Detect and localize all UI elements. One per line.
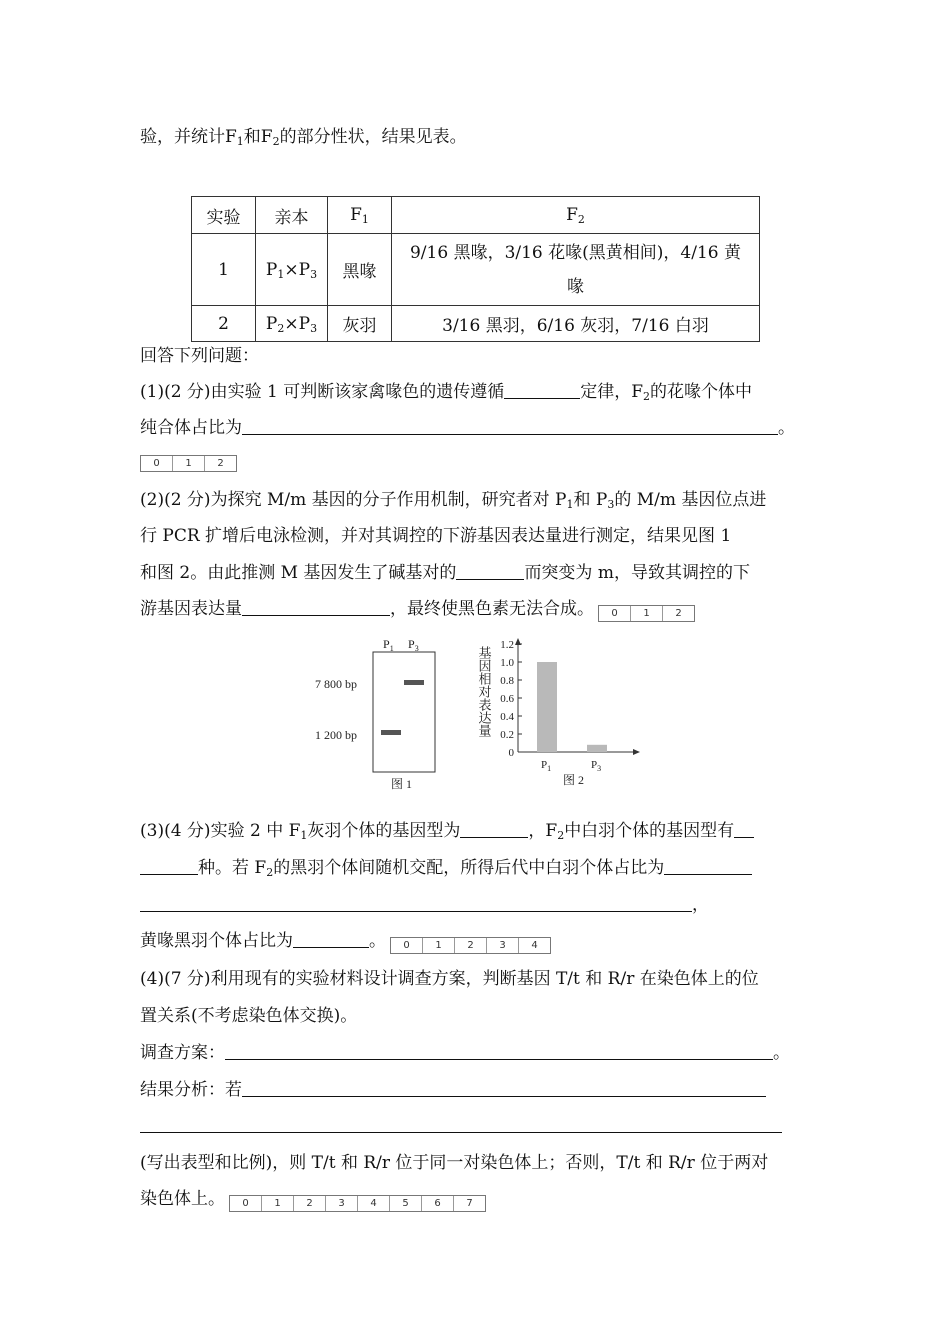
- q2-line-4: 游基因表达量 ，最终使黑色素无法合成。 0 1 2: [140, 597, 695, 622]
- q3-line-1: (3)(4 分)实验 2 中 $F_1$灰羽个体的基因型为 ，$F_2$中白羽个体的基因型有: [140, 819, 754, 843]
- f1-cell: 灰羽: [328, 306, 392, 342]
- q3-blank-2-start[interactable]: [734, 820, 754, 838]
- score-option[interactable]: 4: [518, 938, 550, 953]
- q4-plan-line: 调查方案： 。: [140, 1043, 790, 1063]
- intro-line: 验，并统计$F_1$和$F_2$的部分性状，结果见表。: [140, 127, 467, 148]
- score-option[interactable]: 7: [453, 1196, 485, 1211]
- score-option[interactable]: 1: [172, 456, 204, 471]
- score-option[interactable]: 0: [403, 940, 410, 951]
- score-option[interactable]: 0: [242, 1198, 249, 1209]
- q4-analysis-blank[interactable]: [242, 1079, 766, 1097]
- header-cell: $F_2$: [392, 197, 760, 234]
- q4-analysis-blank-2[interactable]: [140, 1115, 782, 1133]
- x-category-label: $P_1$: [541, 759, 552, 773]
- exp-cell: 1: [192, 234, 256, 306]
- bar-p3: [587, 745, 607, 752]
- q4-line-6: (写出表型和比例)，则 T/t 和 R/r 位于同一对染色体上；否则，T/t 和 R/r 位于两对: [140, 1153, 769, 1173]
- answer-intro: 回答下列问题：: [140, 346, 259, 366]
- svg-text:P1: $P_1$: [383, 637, 394, 653]
- f1-cell: 黑喙: [328, 234, 392, 306]
- band-p1-1200: [381, 730, 401, 735]
- q4-analysis-line: 结果分析：若: [140, 1078, 766, 1102]
- score-option[interactable]: 0: [153, 458, 160, 469]
- score-option[interactable]: 3: [486, 938, 518, 953]
- score-option[interactable]: 6: [421, 1196, 453, 1211]
- q1-line-1: (1)(2 分)由实验 1 可判断该家禽喙色的遗传遵循 定律，$F_2$的花喙个体中: [140, 382, 752, 403]
- table-row: [192, 306, 760, 342]
- score-option[interactable]: 1: [422, 938, 454, 953]
- header-cell: 亲本: [256, 197, 328, 234]
- score-option[interactable]: 2: [204, 456, 236, 471]
- q4-analysis-line-2: [140, 1114, 782, 1138]
- score-option[interactable]: 5: [389, 1196, 421, 1211]
- score-option[interactable]: 3: [325, 1196, 357, 1211]
- y-tick-label: 0.4: [500, 711, 514, 723]
- band-label-1200: 1 200 bp: [315, 728, 357, 742]
- score-option[interactable]: 1: [261, 1196, 293, 1211]
- q1-blank-1[interactable]: [504, 381, 580, 399]
- q1-line-2: 纯合体占比为 。: [140, 418, 795, 438]
- table-header-row: [192, 197, 760, 234]
- q1-score-row: [140, 452, 237, 472]
- band-label-7800: 7 800 bp: [315, 677, 357, 691]
- q3-blank-3[interactable]: [664, 857, 752, 875]
- band-p3-7800: [404, 680, 424, 685]
- y-tick-label: 0.6: [500, 693, 514, 705]
- q4-line-2: 置关系(不考虑染色体交换)。: [140, 1006, 358, 1026]
- x-axis-arrow: [633, 749, 640, 755]
- q3-line-3: ，: [140, 893, 709, 917]
- parent-cell: $P_1\times P_3$: [256, 234, 328, 306]
- q4-line-7: 染色体上。 0 1 2 3 4 5 6 7: [140, 1187, 486, 1212]
- bar-p1: [537, 662, 557, 752]
- y-tick-label: 0.2: [500, 729, 514, 741]
- score-option[interactable]: 1: [630, 606, 662, 621]
- q3-blank-2-end[interactable]: [140, 857, 198, 875]
- exp-cell: 2: [192, 306, 256, 342]
- q3-blank-4[interactable]: [293, 930, 369, 948]
- score-option[interactable]: 2: [454, 938, 486, 953]
- f2-cell: 3/16 黑羽，6/16 灰羽，7/16 白羽: [392, 306, 760, 342]
- gel-frame: [373, 652, 435, 772]
- figure-2-bar-chart: [470, 630, 645, 794]
- y-axis-label: 基因相对表达量: [476, 646, 492, 737]
- score-option[interactable]: 2: [293, 1196, 325, 1211]
- q1-score-box: [140, 455, 237, 472]
- q2-line-1: (2)(2 分)为探究 M/m 基因的分子作用机制，研究者对 $P_1$和 $P_3$的 M/m 基因位点进: [140, 490, 767, 511]
- q4-line-1: (4)(7 分)利用现有的实验材料设计调查方案，判断基因 T/t 和 R/r 在染色体上的位: [140, 969, 759, 989]
- header-cell: 实验: [192, 197, 256, 234]
- results-table: [191, 196, 760, 342]
- score-option[interactable]: 0: [611, 608, 618, 619]
- parent-cell: $P_2\times P_3$: [256, 306, 328, 342]
- figure-2-caption: 图 2: [563, 773, 585, 787]
- q3-line-2: 种。若 $F_2$的黑羽个体间随机交配，所得后代中白羽个体占比为: [140, 856, 752, 880]
- y-tick-label: 0: [508, 747, 514, 759]
- q2-blank-2[interactable]: [242, 598, 390, 616]
- lane-label-1: P: [383, 637, 390, 651]
- svg-text:P3: $P_3$: [408, 637, 419, 653]
- q3-blank-3-cont[interactable]: [140, 894, 692, 912]
- q2-score-box: [598, 605, 695, 622]
- q4-score-box: [229, 1195, 486, 1212]
- q2-line-2: 行 PCR 扩增后电泳检测，并对其调控的下游基因表达量进行测定，结果见图 1: [140, 526, 732, 546]
- q2-line-3: 和图 2。由此推测 M 基因发生了碱基对的 而突变为 m，导致其调控的下: [140, 563, 750, 583]
- q1-blank-2[interactable]: [242, 417, 778, 435]
- q3-line-4: 黄喙黑羽个体占比为 。 0 1 2 3 4: [140, 929, 551, 954]
- y-tick-label: 1.0: [500, 657, 514, 669]
- y-tick-label: 1.2: [500, 639, 514, 651]
- score-option[interactable]: 2: [662, 606, 694, 621]
- x-category-label: $P_3$: [591, 759, 602, 773]
- header-cell: $F_1$: [328, 197, 392, 234]
- score-option[interactable]: 4: [357, 1196, 389, 1211]
- figure-1-gel: [305, 632, 445, 794]
- lane-label-2: P: [408, 637, 415, 651]
- figure-1-caption: 图 1: [391, 777, 413, 791]
- q3-blank-1[interactable]: [460, 820, 528, 838]
- table-row: [192, 234, 760, 306]
- q4-plan-blank[interactable]: [225, 1042, 773, 1060]
- f2-cell: 9/16 黑喙，3/16 花喙(黑黄相间)，4/16 黄 喙: [392, 234, 760, 306]
- q3-score-box: [390, 937, 551, 954]
- q2-blank-1[interactable]: [456, 562, 524, 580]
- y-tick-label: 0.8: [500, 675, 514, 687]
